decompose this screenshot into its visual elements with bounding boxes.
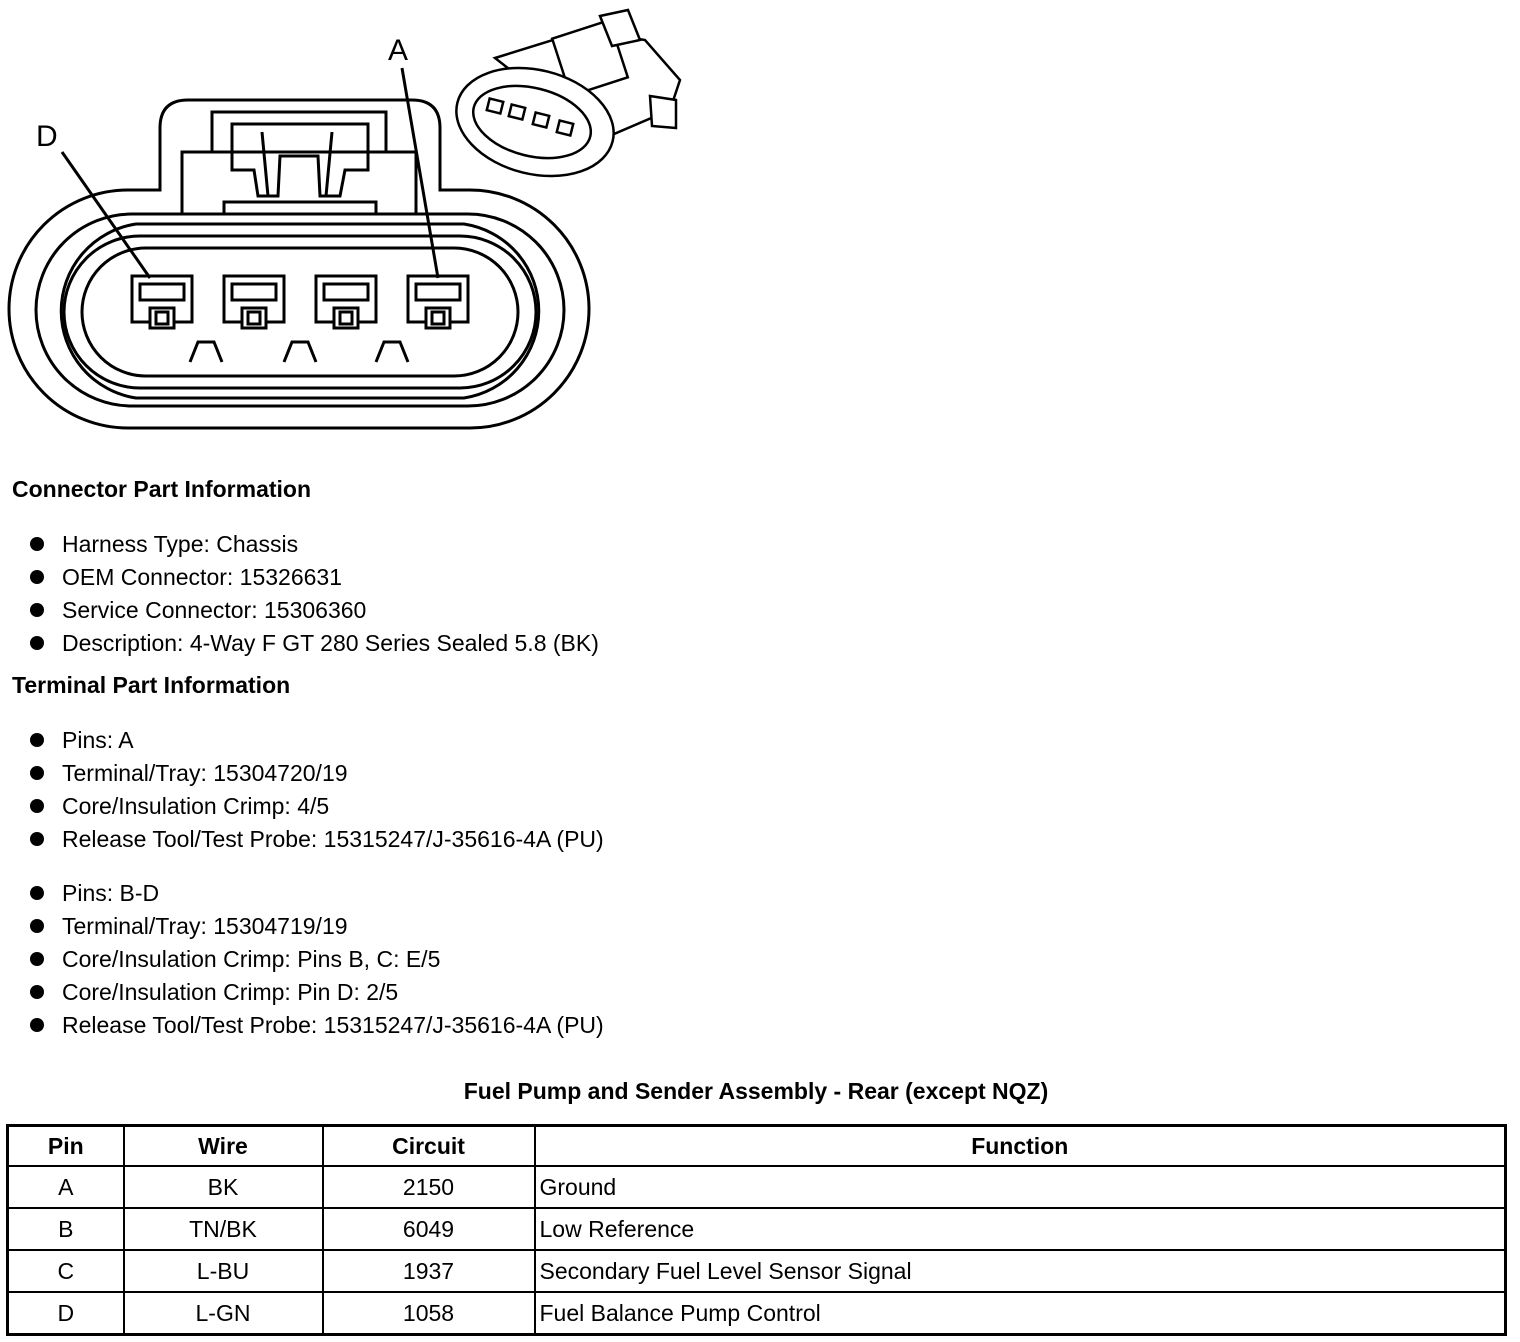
cell-circuit: 1058	[323, 1292, 535, 1335]
pin-a-label: A	[388, 34, 409, 67]
cell-function: Secondary Fuel Level Sensor Signal	[535, 1250, 1506, 1292]
pin-table	[6, 1124, 1507, 1336]
list-item: Terminal/Tray: 15304719/19	[28, 910, 604, 943]
connector-key	[376, 342, 408, 362]
cell-circuit: 2150	[323, 1166, 535, 1208]
cell-function: Ground	[535, 1166, 1506, 1208]
bullet-icon	[30, 886, 44, 900]
list-item: Harness Type: Chassis	[28, 528, 599, 561]
list-item: Release Tool/Test Probe: 15315247/J-35616-4A (PU)	[28, 823, 604, 856]
bullet-icon	[30, 952, 44, 966]
bullet-icon	[30, 919, 44, 933]
bullet-icon	[30, 1018, 44, 1032]
connector-info-title: Connector Part Information	[12, 476, 312, 502]
cell-function: Fuel Balance Pump Control	[535, 1292, 1506, 1335]
bullet-icon	[30, 985, 44, 999]
list-item: Service Connector: 15306360	[28, 594, 599, 627]
pin-d-label: D	[36, 120, 58, 153]
connector-face-diagram	[0, 0, 700, 440]
list-item: Core/Insulation Crimp: Pin D: 2/5	[28, 976, 604, 1009]
terminal-info-title: Terminal Part Information	[12, 672, 291, 698]
cell-circuit: 1937	[323, 1250, 535, 1292]
header-wire: Wire	[124, 1126, 323, 1167]
table-row	[8, 1208, 1506, 1250]
bullet-icon	[30, 733, 44, 747]
cell-wire: L-BU	[124, 1250, 323, 1292]
connector-key	[190, 342, 222, 362]
terminal-info-list-bd	[28, 877, 604, 1042]
table-row	[8, 1250, 1506, 1292]
header-function: Function	[535, 1126, 1506, 1167]
cell-function: Low Reference	[535, 1208, 1506, 1250]
cell-wire: L-GN	[124, 1292, 323, 1335]
cell-pin: D	[8, 1292, 124, 1335]
terminal-info-list-a	[28, 724, 604, 856]
table-row	[8, 1166, 1506, 1208]
cell-circuit: 6049	[323, 1208, 535, 1250]
cell-pin: A	[8, 1166, 124, 1208]
list-item: Core/Insulation Crimp: Pins B, C: E/5	[28, 943, 604, 976]
bullet-icon	[30, 570, 44, 584]
terminal-cavity-d	[132, 276, 192, 328]
bullet-icon	[30, 636, 44, 650]
pin-table-title: Fuel Pump and Sender Assembly - Rear (except NQZ)	[463, 1078, 1049, 1104]
terminal-cavity-b	[316, 276, 376, 328]
table-row	[8, 1292, 1506, 1335]
bullet-icon	[30, 799, 44, 813]
bullet-icon	[30, 537, 44, 551]
connector-isometric-view	[445, 10, 680, 192]
list-item: Pins: B-D	[28, 877, 604, 910]
connector-info-list	[28, 528, 599, 660]
header-circuit: Circuit	[323, 1126, 535, 1167]
connector-key	[284, 342, 316, 362]
bullet-icon	[30, 766, 44, 780]
connector-latch	[182, 152, 416, 214]
cell-pin: C	[8, 1250, 124, 1292]
cell-pin: B	[8, 1208, 124, 1250]
list-item: Terminal/Tray: 15304720/19	[28, 757, 604, 790]
bullet-icon	[30, 832, 44, 846]
list-item: OEM Connector: 15326631	[28, 561, 599, 594]
list-item: Description: 4-Way F GT 280 Series Sealed 5.8 (BK)	[28, 627, 599, 660]
cell-wire: TN/BK	[124, 1208, 323, 1250]
cell-wire: BK	[124, 1166, 323, 1208]
terminal-cavity-c	[224, 276, 284, 328]
header-pin: Pin	[8, 1126, 124, 1167]
table-header-row	[8, 1126, 1506, 1167]
list-item: Core/Insulation Crimp: 4/5	[28, 790, 604, 823]
list-item: Release Tool/Test Probe: 15315247/J-35616-4A (PU)	[28, 1009, 604, 1042]
bullet-icon	[30, 603, 44, 617]
list-item: Pins: A	[28, 724, 604, 757]
terminal-cavity-a	[408, 276, 468, 328]
